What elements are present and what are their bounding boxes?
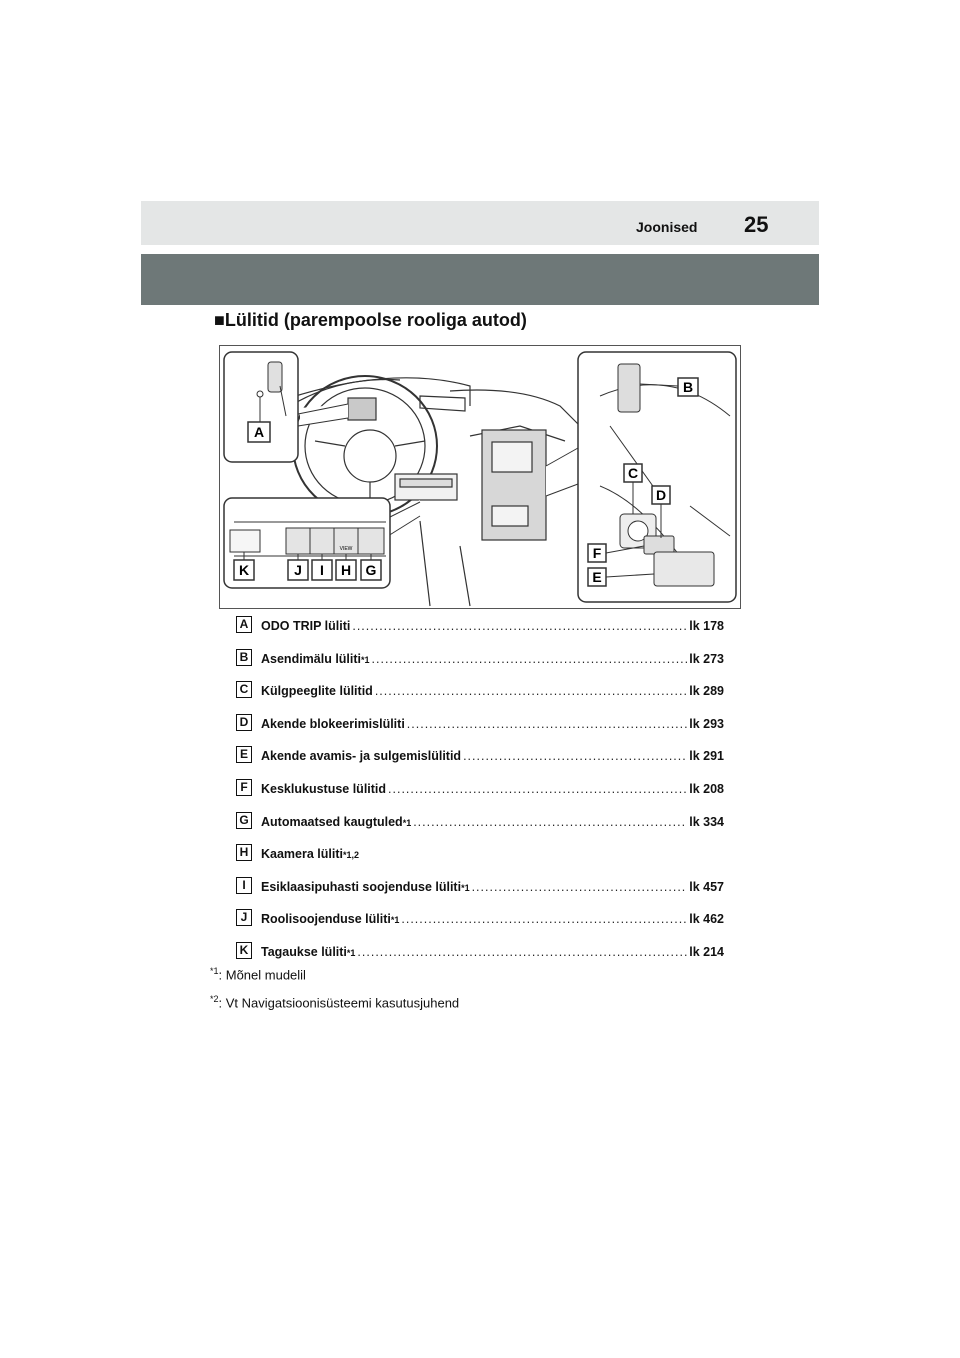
legend-label: Kaamera lüliti [261,847,343,862]
legend-letter: E [236,746,252,763]
legend-item: B Asendimälu lüliti *1 ..... lk 273 [236,649,724,682]
legend-item [236,616,724,649]
legend-label: Akende blokeerimislüliti [261,716,405,731]
footnote-1 [210,966,306,982]
callout-k: K [238,562,250,578]
callout-i: I [320,562,324,578]
header-strip [141,201,819,245]
leader-dots [463,749,687,763]
legend-item: I Esiklaasipuhasti soojenduse lüliti *1 ..... lk 457 [236,877,724,910]
leader-dots [357,945,687,959]
callout-d: D [655,487,667,503]
legend-letter: J [236,909,252,926]
legend-label: Akende avamis- ja sulgemislülitid [261,749,462,764]
page-ref: lk 214 [689,944,724,959]
section-band [141,254,819,305]
callout-a: A [253,424,265,440]
footnote-mark: *2 [210,994,219,1004]
inset-door [546,352,736,602]
legend-item: H Kaamera lüliti *1,2 [236,844,724,877]
legend-label: Esiklaasipuhasti soojenduse lüliti [261,879,462,894]
legend-item [236,779,724,812]
callout-e: E [592,569,602,585]
legend-label: Roolisoojenduse lüliti [261,912,391,927]
legend-letter: B [236,649,252,666]
leader-dots [375,684,687,698]
callout-j: J [294,562,302,578]
leader-dots [352,619,687,633]
page-number: 25 [744,212,769,237]
legend-label: Kesklukustuse lülitid [261,781,387,796]
legend-label: Asendimälu lüliti [261,651,362,666]
legend-letter: D [236,714,252,731]
page-ref: lk 334 [689,814,724,829]
inset-console [224,498,420,588]
leader-dots [472,880,688,894]
callout-c: C [627,465,639,481]
header-title: Joonised [636,219,698,235]
footnote-text: : Vt Navigatsioonisüsteemi kasutusjuhend [218,995,460,1011]
callout-h: H [340,562,352,578]
callout-b: B [682,379,694,395]
legend-label: Tagaukse lüliti [261,944,347,959]
legend-letter: G [236,812,252,829]
callout-g: G [365,562,377,578]
section-title-text: Lülitid (parempoolse rooliga autod) [224,310,527,330]
leader-dots [401,912,687,926]
legend-item [236,681,724,714]
leader-dots [388,782,687,796]
section-title [214,310,527,331]
legend-letter: F [236,779,252,796]
page-ref: lk 293 [689,716,724,731]
legend-letter: A [236,616,252,633]
legend-item [236,746,724,779]
dashboard-illustration [220,346,740,608]
legend-label: Külgpeeglite lülitid [261,684,373,699]
legend-letter: I [236,877,252,894]
page-ref: lk 178 [689,619,724,633]
legend-list [236,616,724,975]
legend-letter: K [236,942,252,959]
leader-dots [413,815,687,829]
page-ref: lk 273 [689,651,724,666]
legend-label: Automaatsed kaugtuled [261,814,403,829]
legend-item: K Tagaukse lüliti *1 ..... lk 214 [236,942,724,975]
leader-dots [372,652,688,666]
leader-dots [407,717,687,731]
page-ref: lk 208 [689,781,724,796]
legend-letter: H [236,844,252,861]
legend-label: ODO TRIP lüliti [261,619,351,633]
footnote-mark: *1 [210,966,219,976]
page-ref: lk 291 [689,749,724,764]
view-button-label: VIEW [339,546,353,552]
switches-figure [219,345,741,609]
footnote-2 [210,994,459,1010]
page-ref: lk 462 [689,912,724,927]
inset-a [224,352,348,462]
page-ref: lk 289 [689,684,724,699]
page-ref: lk 457 [689,879,724,894]
legend-item: J Roolisoojenduse lüliti *1 ..... lk 462 [236,909,724,942]
legend-item: G Automaatsed kaugtuled *1 ..... lk 334 [236,812,724,845]
footnote-text: : Mõnel mudelil [218,967,306,983]
section-marker: ■ [214,310,225,330]
callout-f: F [592,545,602,561]
legend-item [236,714,724,747]
legend-letter: C [236,681,252,698]
